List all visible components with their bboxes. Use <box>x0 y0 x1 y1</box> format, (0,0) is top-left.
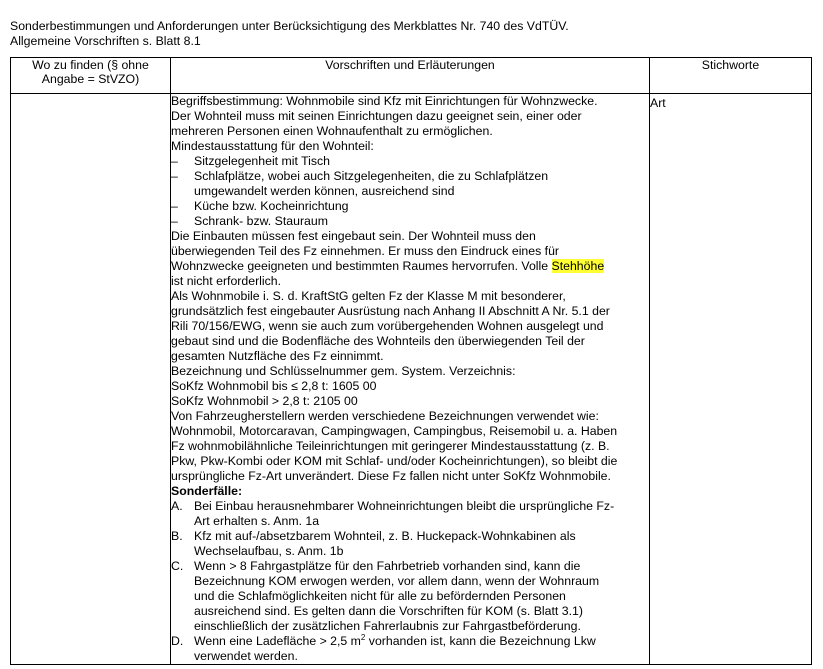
document-header <box>10 19 569 49</box>
special-case-d <box>171 634 649 664</box>
paragraph-line: Die Einbauten müssen fest eingebaut sein. Der Wohnteil muss den <box>171 229 536 243</box>
case-d-text: Wenn eine Ladefläche > 2,5 m <box>194 634 361 648</box>
paragraph-line: SoKfz Wohnmobil bis ≤ 2,8 t: 1605 00 <box>171 379 377 393</box>
case-line: ausreichend sind. Es gelten dann die Vorschriften für KOM (s. Blatt 3.1) <box>194 604 583 618</box>
paragraph-line: Pkw, Pkw-Kombi oder KOM mit Schlaf- und/oder Kocheinrichtungen), so bleibt die <box>171 454 618 468</box>
paragraph-line: gesamten Nutzfläche des Fz einnimmt. <box>171 349 384 363</box>
special-case <box>171 559 649 634</box>
dash-marker: – <box>171 199 178 213</box>
list-item <box>171 199 649 214</box>
case-line: und die Schlafmöglichkeiten nicht für alle zu befördernden Personen <box>194 589 566 603</box>
special-case <box>171 499 649 529</box>
special-cases-heading: Sonderfälle: <box>171 484 243 498</box>
header-line-2: Allgemeine Vorschriften s. Blatt 8.1 <box>10 34 201 48</box>
header-line-1: Sonderbestimmungen und Anforderungen unter Berücksichtigung des Merkblattes Nr. 740 des VdTÜV. <box>10 19 569 33</box>
case-line: einschließlich der zusätzlichen Fahrerlaubnis zur Fahrgastbeförderung. <box>194 619 581 633</box>
list-item-text: Schrank- bzw. Stauraum <box>194 214 328 228</box>
special-cases-list <box>171 499 649 634</box>
case-marker: A. <box>171 499 183 513</box>
equipment-list <box>171 154 649 229</box>
dash-marker: – <box>171 154 178 168</box>
regulations-cell <box>171 94 650 665</box>
special-case <box>171 529 649 559</box>
paragraph-line: gebaut sind und die Bodenfläche des Wohnteils den überwiegenden Teil der <box>171 334 585 348</box>
column-header-location <box>11 58 171 94</box>
case-marker: B. <box>171 529 183 543</box>
dash-marker: – <box>171 169 178 183</box>
paragraph-line: ist nicht erforderlich. <box>171 274 282 288</box>
superscript-two: 2 <box>360 632 366 642</box>
column-header-location-line-1: Wo zu finden (§ ohne <box>32 58 149 72</box>
case-d-line-2: verwendet werden. <box>194 649 298 663</box>
paragraph-line: Der Wohnteil muss mit seinen Einrichtungen dazu geeignet sein, einer oder <box>171 109 582 123</box>
installation-block <box>171 229 649 259</box>
paragraph-line: Mindestausstattung für den Wohnteil: <box>171 139 374 153</box>
list-item <box>171 154 649 169</box>
case-line: Art erhalten s. Anm. 1a <box>194 514 320 528</box>
list-item-text: umgewandelt werden können, ausreichend sind <box>194 184 455 198</box>
paragraph-line: Rili 70/156/EWG, wenn sie auch zum vorübergehenden Wohnen ausgelegt und <box>171 319 604 333</box>
paragraph-line: Von Fahrzeugherstellern werden verschiedene Bezeichnungen verwendet wie: <box>171 409 599 423</box>
paragraph-line: SoKfz Wohnmobil > 2,8 t: 2105 00 <box>171 394 358 408</box>
column-header-location-line-2: Angabe = StVZO) <box>41 72 140 86</box>
case-marker: C. <box>171 559 184 573</box>
regulations-table <box>10 57 812 665</box>
case-line: Kfz mit auf-/absetzbarem Wohnteil, z. B. Huckepack-Wohnkabinen als <box>194 529 576 543</box>
paragraph-line: überwiegenden Teil des Fz einnehmen. Er muss den Eindruck eines für <box>171 244 560 258</box>
case-line: Bei Einbau herausnehmbarer Wohneinrichtungen bleibt die ursprüngliche Fz- <box>194 499 615 513</box>
table-row <box>11 94 812 665</box>
list-item-text: Schlafplätze, wobei auch Sitzgelegenheiten, die zu Schlafplätzen <box>194 169 549 183</box>
keywords-cell: Art <box>650 94 812 665</box>
list-item <box>171 184 649 199</box>
paragraph-line: ursprüngliche Fz-Art unverändert. Diese Fz fallen nicht unter SoKfz Wohnmobile. <box>171 469 611 483</box>
definition-block <box>171 94 649 154</box>
paragraph-line: Als Wohnmobile i. S. d. KraftStG gelten Fz der Klasse M mit besonderer, <box>171 289 566 303</box>
case-d-text-post: vorhanden ist, kann die Bezeichnung Lkw <box>365 634 596 648</box>
list-item-text: Küche bzw. Kocheinrichtung <box>194 199 349 213</box>
paragraph-line: Bezeichnung und Schlüsselnummer gem. System. Verzeichnis: <box>171 364 516 378</box>
paragraph-line <box>171 259 649 274</box>
dash-marker <box>171 184 194 199</box>
dash-marker: – <box>171 214 178 228</box>
paragraph-line: Begriffsbestimmung: Wohnmobile sind Kfz mit Einrichtungen für Wohnzwecke. <box>171 94 598 108</box>
case-line: Bezeichnung KOM erwogen werden, vor allem dann, wenn der Wohnraum <box>194 574 600 588</box>
paragraph-line: Wohnmobil, Motorcaravan, Campingwagen, Campingbus, Reisemobil u. a. Haben <box>171 424 618 438</box>
case-line: Wenn > 8 Fahrgastplätze für den Fahrbetrieb vorhanden sind, kann die <box>194 559 581 573</box>
paragraph-line: Fz wohnmobilähnliche Teileinrichtungen mit geringerer Mindestausstattung (z. B. <box>171 439 610 453</box>
case-d-line-1 <box>194 634 596 649</box>
column-header-keywords: Stichworte <box>650 58 812 94</box>
list-item-text: Sitzgelegenheit mit Tisch <box>194 154 331 168</box>
column-header-regulations: Vorschriften und Erläuterungen <box>171 58 650 94</box>
tax-definition-block <box>171 274 649 484</box>
case-line: Wechselaufbau, s. Anm. 1b <box>194 544 344 558</box>
height-sentence-text: Wohnzwecke geeigneten und bestimmten Raumes hervorrufen. Volle <box>171 259 552 273</box>
paragraph-line: mehreren Personen einen Wohnaufenthalt zu ermöglichen. <box>171 124 493 138</box>
list-item <box>171 214 649 229</box>
table-header-row <box>11 58 812 94</box>
list-item <box>171 169 649 184</box>
case-marker: D. <box>171 634 184 648</box>
paragraph-line: grundsätzlich fest eingebauter Ausrüstung nach Anhang II Abschnitt A Nr. 5.1 der <box>171 304 610 318</box>
highlighted-term: Stehhöhe <box>551 259 605 273</box>
location-cell <box>11 94 171 665</box>
